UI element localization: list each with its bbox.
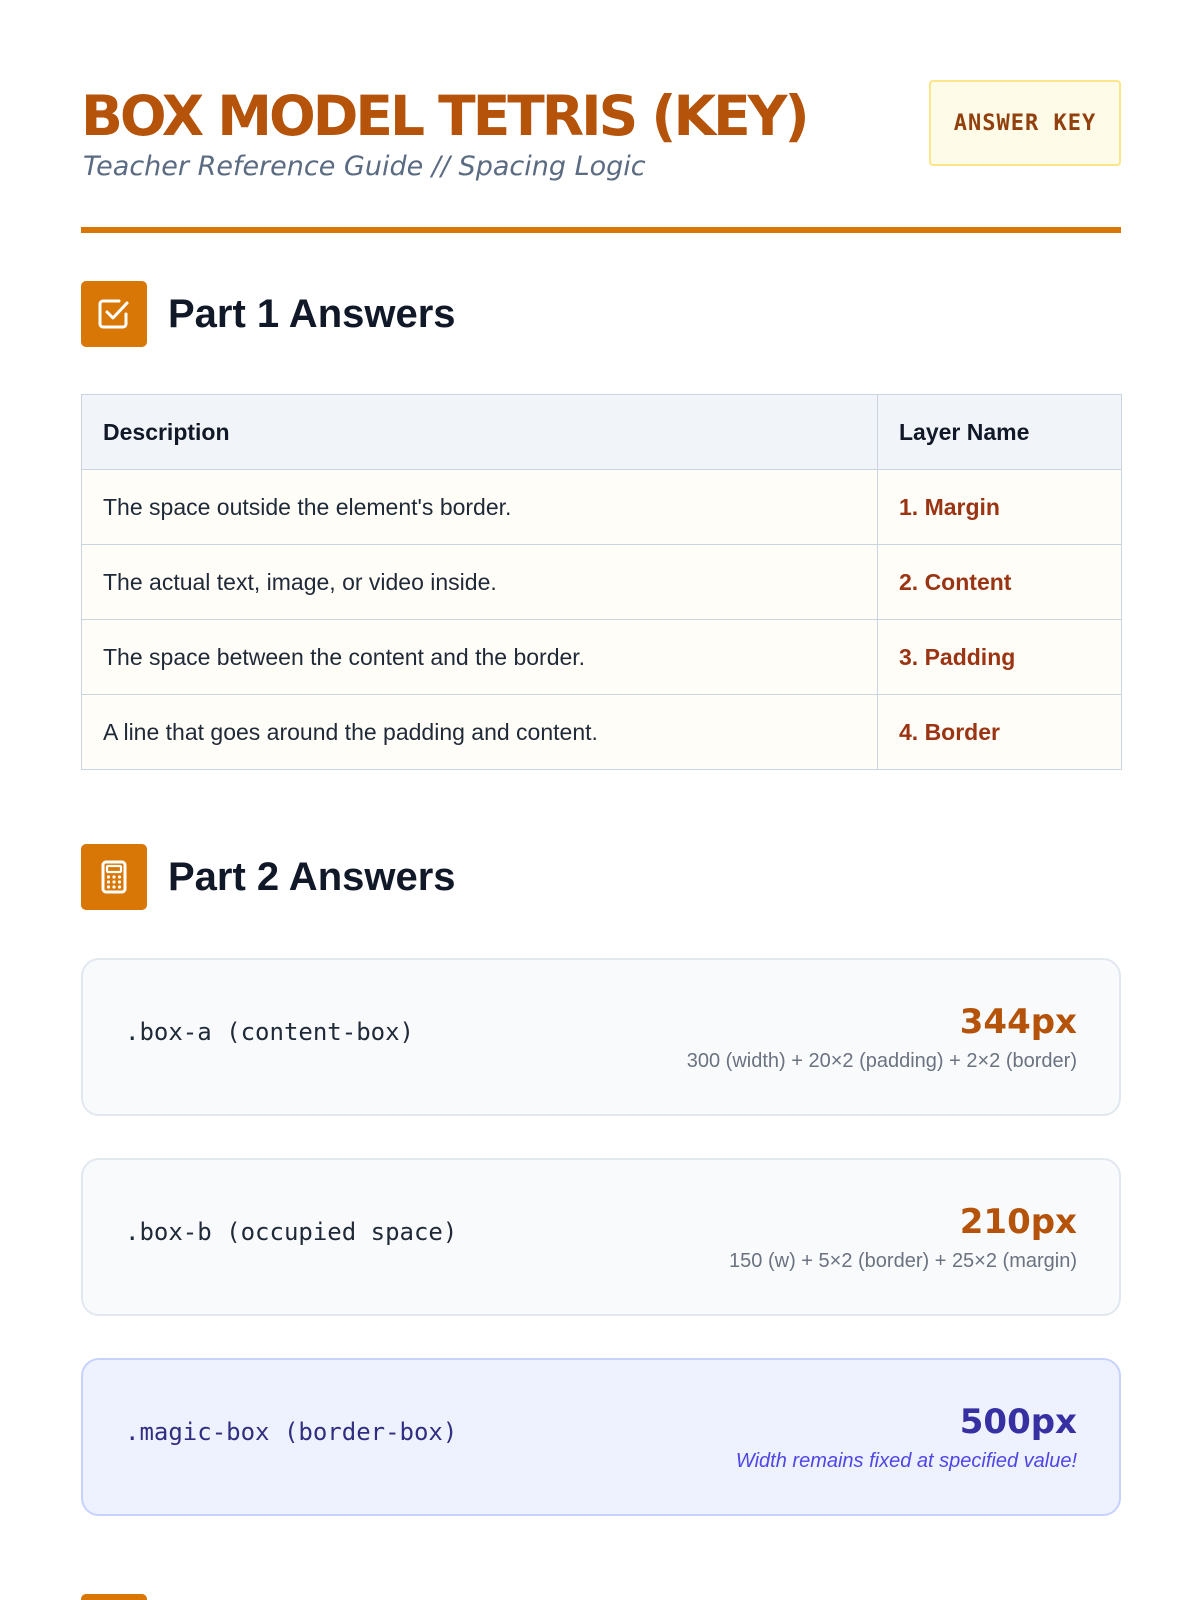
box-a-formula: 300 (width) + 20×2 (padding) + 2×2 (border) xyxy=(686,1050,1077,1072)
row-layer-name: 2. Content xyxy=(878,545,1122,620)
calculator-icon xyxy=(81,844,147,910)
box-b-value: 210px xyxy=(959,1202,1077,1242)
table-header-row xyxy=(82,395,1122,470)
row-description: A line that goes around the padding and content. xyxy=(82,695,878,770)
magic-box-value: 500px xyxy=(959,1402,1077,1442)
checkbox-icon xyxy=(81,281,147,347)
header-divider xyxy=(81,227,1121,233)
magic-box-card xyxy=(81,1358,1121,1516)
table-row xyxy=(82,470,1122,545)
magic-box-note: Width remains fixed at specified value! xyxy=(735,1450,1077,1472)
part1-heading xyxy=(81,281,456,347)
magic-box-label: .magic-box (border-box) xyxy=(125,1418,458,1446)
row-description: The space between the content and the border. xyxy=(82,620,878,695)
row-description: The actual text, image, or video inside. xyxy=(82,545,878,620)
box-a-value: 344px xyxy=(959,1002,1077,1042)
page-title: BOX MODEL TETRIS (KEY) xyxy=(81,84,807,148)
part1-title: Part 1 Answers xyxy=(168,291,456,336)
row-layer-name: 3. Padding xyxy=(878,620,1122,695)
next-section-icon xyxy=(81,1594,147,1600)
page-header xyxy=(81,80,1121,180)
row-description: The space outside the element's border. xyxy=(82,470,878,545)
table-row xyxy=(82,545,1122,620)
box-a-label: .box-a (content-box) xyxy=(125,1018,414,1046)
row-layer-name: 1. Margin xyxy=(878,470,1122,545)
page-subtitle: Teacher Reference Guide // Spacing Logic xyxy=(83,151,646,182)
part2-heading xyxy=(81,844,456,910)
column-header-description: Description xyxy=(82,395,878,470)
table-row xyxy=(82,695,1122,770)
part1-answers-table xyxy=(81,394,1122,770)
box-a-card xyxy=(81,958,1121,1116)
table-row xyxy=(82,620,1122,695)
column-header-layer-name: Layer Name xyxy=(878,395,1122,470)
box-b-label: .box-b (occupied space) xyxy=(125,1218,458,1246)
row-layer-name: 4. Border xyxy=(878,695,1122,770)
answer-key-badge: ANSWER KEY xyxy=(929,80,1121,166)
box-b-formula: 150 (w) + 5×2 (border) + 25×2 (margin) xyxy=(729,1250,1077,1272)
part2-title: Part 2 Answers xyxy=(168,854,456,899)
box-b-card xyxy=(81,1158,1121,1316)
